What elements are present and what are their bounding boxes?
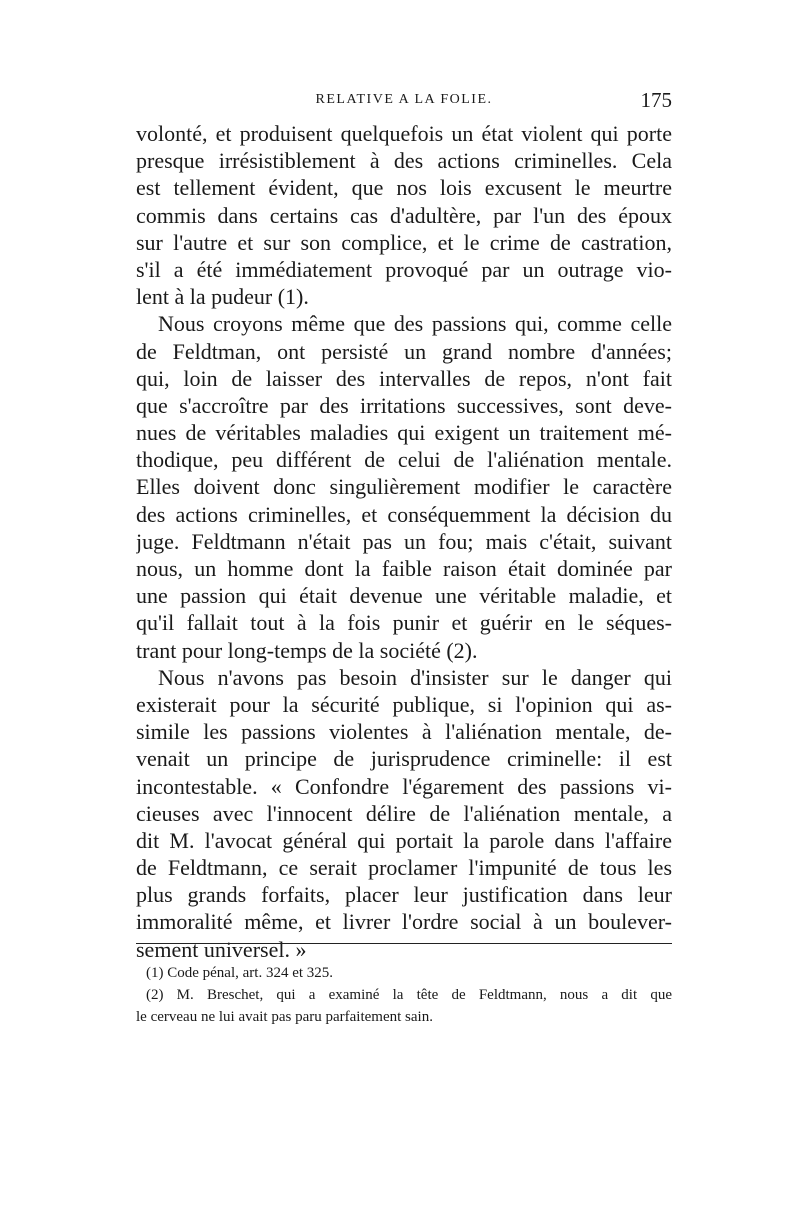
text-line: incontestable. « Confondre l'égarement des passions vi- — [136, 773, 672, 799]
footnotes — [136, 962, 672, 1028]
text-line: est tellement évident, que nos lois excusent le meurtre — [136, 175, 672, 201]
text-line: qui, loin de laisser des intervalles de repos, n'ont fait — [136, 365, 672, 391]
text-line: nues de véritables maladies qui exigent un traitement mé- — [136, 420, 672, 446]
text-line: sement universel. » — [136, 936, 307, 962]
text-line: juge. Feldtmann n'était pas un fou; mais c'était, suivant — [136, 528, 672, 554]
text-line: plus grands forfaits, placer leur justification dans leur — [136, 882, 672, 908]
text-line: de Feldtman, ont persisté un grand nombre d'années; — [136, 338, 672, 364]
text-line: dit M. l'avocat général qui portait la parole dans l'affaire — [136, 827, 672, 853]
text-line: lent à la pudeur (1). — [136, 284, 309, 310]
text-line: cieuses avec l'innocent délire de l'aliénation mentale, a — [136, 800, 672, 826]
text-line: Nous n'avons pas besoin d'insister sur le danger qui — [158, 664, 672, 690]
text-line: simile les passions violentes à l'aliénation mentale, de- — [136, 719, 672, 745]
text-line: presque irrésistiblement à des actions criminelles. Cela — [136, 148, 672, 174]
text-line: s'il a été immédiatement provoqué par un outrage vio- — [136, 256, 672, 282]
body-text — [136, 120, 672, 963]
footnote-line: (1) Code pénal, art. 324 et 325. — [146, 965, 334, 981]
text-line: immoralité même, et livrer l'ordre social à un boulever- — [136, 909, 672, 935]
text-line: trant pour long-temps de la société (2). — [136, 637, 478, 663]
text-line: qu'il fallait tout à la fois punir et guérir en le séques- — [136, 610, 672, 636]
page-number: 175 — [640, 88, 672, 112]
running-title: RELATIVE A LA FOLIE. — [315, 92, 493, 107]
footnote-line: (2) M. Breschet, qui a examiné la tête de Feldtmann, nous a dit que — [146, 987, 672, 1003]
text-line: nous, un homme dont la faible raison était dominée par — [136, 556, 672, 581]
text-line: existerait pour la sécurité publique, si l'opinion qui as- — [136, 691, 672, 717]
text-line: que s'accroître par des irritations successives, sont deve- — [136, 392, 672, 418]
text-line: venait un principe de jurisprudence criminelle: il est — [136, 746, 672, 772]
text-line: Elles doivent donc singulièrement modifier le caractère — [136, 474, 672, 500]
text-line: Nous croyons même que des passions qui, comme celle — [158, 311, 672, 337]
text-line: volonté, et produisent quelquefois un état violent qui porte — [136, 121, 672, 146]
text-line: sur l'autre et sur son complice, et le crime de castration, — [136, 229, 672, 255]
text-line: une passion qui était devenue une véritable maladie, et — [136, 583, 672, 609]
text-line: commis dans certains cas d'adultère, par l'un des époux — [136, 202, 672, 228]
footnote-rule — [136, 943, 672, 944]
text-line: de Feldtmann, ce serait proclamer l'impunité de tous les — [136, 855, 672, 881]
running-head — [136, 88, 672, 112]
text-line: des actions criminelles, et conséquemment la décision du — [136, 501, 672, 527]
text-line: thodique, peu différent de celui de l'aliénation mentale. — [136, 447, 672, 473]
footnote-line: le cerveau ne lui avait pas paru parfaitement sain. — [136, 1009, 433, 1025]
